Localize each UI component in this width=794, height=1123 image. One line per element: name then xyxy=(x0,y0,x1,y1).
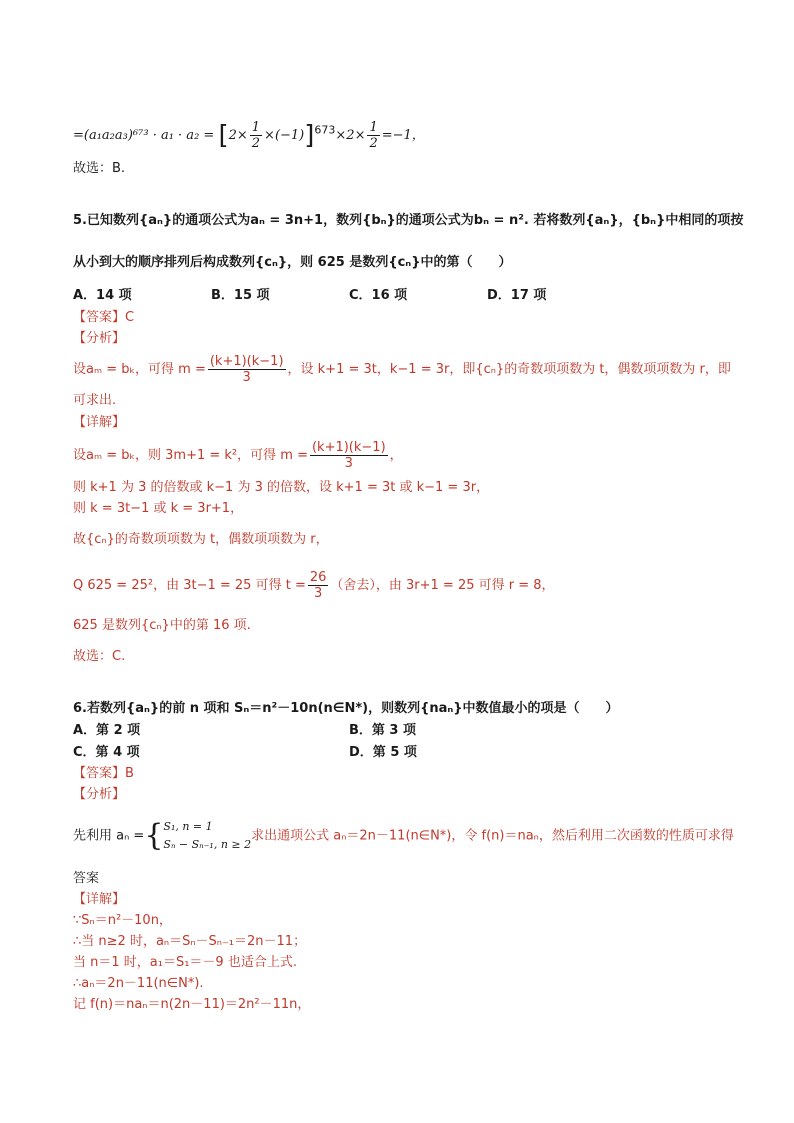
q6-case-1: S₁, n = 1 xyxy=(163,820,213,833)
prev-eq-bracket-open: [ xyxy=(218,120,229,151)
prev-eq-lhs: =(a₁a₂a₃)⁶⁷³ · a₁ · a₂ = xyxy=(73,128,219,143)
q6-option-d: D．第 5 项 xyxy=(349,745,417,760)
q5-d1-a: 设aₘ = bₖ，则 3m+1 = k²，可得 m = xyxy=(73,448,308,463)
q5-d5-frac-den: 3 xyxy=(313,586,323,601)
q5-analysis-a: 设aₘ = bₖ，可得 m = xyxy=(73,362,206,377)
q5-answer-label: 【答案】 xyxy=(73,310,126,325)
q6-analysis-b: 求出通项公式 aₙ＝2n－11(n∈N*)，令 f(n)＝naₙ，然后利用二次函数的性质可求得 xyxy=(251,828,734,844)
q5-detail-line3: 则 k = 3t−1 或 k = 3r+1， xyxy=(73,501,244,516)
q5-d1-fraction xyxy=(310,440,388,471)
q5-d5-fraction xyxy=(308,570,329,601)
q5-detail-line6: 625 是数列{cₙ}中的第 16 项. xyxy=(73,618,251,633)
prev-equation-line xyxy=(73,120,425,151)
q6-options-row2 xyxy=(73,744,417,762)
q5-analysis-frac-den: 3 xyxy=(242,370,251,385)
q6-options-row1 xyxy=(73,722,416,740)
prev-eq-mid2: ×(−1) xyxy=(264,128,305,143)
q5-stem-line1: 5.已知数列{aₙ}的通项公式为aₙ = 3n+1，数列{bₙ}的通项公式为bₙ = n². 若将数列{aₙ}，{bₙ}中相同的项按 xyxy=(73,213,744,228)
q5-detail-line1 xyxy=(73,440,403,471)
prev-eq-fraction xyxy=(250,120,262,151)
q6-case-2: Sₙ − Sₙ₋₁, n ≥ 2 xyxy=(163,838,252,851)
q5-answer xyxy=(73,309,134,327)
q5-d1-frac-num: (k+1)(k−1) xyxy=(311,440,386,455)
q5-d1-frac-den: 3 xyxy=(344,456,353,471)
q6-analysis-a: 先利用 aₙ = xyxy=(73,828,145,844)
q5-analysis-frac-num: (k+1)(k−1) xyxy=(209,354,284,369)
prev-eq-tail2: =−1， xyxy=(381,128,425,143)
q5-option-c: C．16 项 xyxy=(349,288,408,303)
q5-d1-b: ， xyxy=(389,448,403,463)
q5-d5-b: （舍去），由 3r+1 = 25 可得 r = 8， xyxy=(330,578,555,593)
prev-choice: 故选：B. xyxy=(73,161,126,176)
q5-choice: 故选：C. xyxy=(73,649,126,664)
q6-answer xyxy=(73,765,134,783)
q6-option-c: C．第 4 项 xyxy=(73,745,140,760)
q6-analysis-label: 【分析】 xyxy=(73,787,126,802)
prev-eq-fraction-2 xyxy=(367,120,379,151)
q6-detail-line5: 记 f(n)＝naₙ＝n(2n－11)＝2n²－11n， xyxy=(73,997,311,1012)
prev-eq-frac2-num: 1 xyxy=(369,120,378,135)
q5-analysis-b: ，设 k+1 = 3t，k−1 = 3r，即{cₙ}的奇数项项数为 t，偶数项项数为 r，即 xyxy=(287,362,731,377)
prev-eq-exponent: 673 xyxy=(314,123,336,137)
q6-detail-label: 【详解】 xyxy=(73,892,126,907)
q5-analysis-line1 xyxy=(73,354,731,385)
q5-analysis-line2: 可求出. xyxy=(73,393,117,408)
q6-cases xyxy=(163,818,251,854)
q6-detail-line4: ∴aₙ＝2n－11(n∈N*). xyxy=(73,976,204,991)
q6-detail-line2: ∴当 n≥2 时，aₙ＝Sₙ－Sₙ₋₁＝2n－11； xyxy=(73,934,307,949)
q5-options xyxy=(73,287,546,305)
q6-analysis-line1 xyxy=(73,818,734,854)
prev-eq-tail1: ×2× xyxy=(335,128,366,143)
q5-answer-value: C xyxy=(125,310,135,325)
q6-answer-label: 【答案】 xyxy=(73,766,126,781)
prev-eq-bracket-close: ] xyxy=(304,120,315,151)
q5-stem-line2: 从小到大的顺序排列后构成数列{cₙ}，则 625 是数列{cₙ}中的第（ ） xyxy=(73,255,512,270)
q5-detail-line5 xyxy=(73,570,555,601)
q5-detail-line4: 故{cₙ}的奇数项项数为 t，偶数项项数为 r， xyxy=(73,532,329,547)
q5-detail-label: 【详解】 xyxy=(73,415,126,430)
q5-d5-a: Q 625 = 25²，由 3t−1 = 25 可得 t = xyxy=(73,578,306,593)
prev-eq-frac2-den: 2 xyxy=(369,136,378,151)
q6-cases-brace: { xyxy=(144,818,164,853)
q5-option-d: D．17 项 xyxy=(487,288,547,303)
q6-option-a: A．第 2 项 xyxy=(73,723,141,738)
q5-analysis-fraction xyxy=(208,354,286,385)
q6-stem: 6.若数列{aₙ}的前 n 项和 Sₙ＝n²－10n(n∈N*)，则数列{naₙ}中数值最小的项是（ ） xyxy=(73,701,619,716)
q6-analysis-line2: 答案 xyxy=(73,871,100,886)
q5-d5-frac-num: 26 xyxy=(309,570,327,585)
prev-eq-mid1: 2× xyxy=(228,128,248,143)
prev-eq-frac-num: 1 xyxy=(251,120,261,135)
q6-option-b: B．第 3 项 xyxy=(349,723,417,738)
q6-answer-value: B xyxy=(125,766,134,781)
q6-detail-line3: 当 n＝1 时，a₁＝S₁＝－9 也适合上式. xyxy=(73,955,297,970)
q6-detail-line1: ∵Sₙ＝n²－10n， xyxy=(73,913,172,928)
q5-option-a: A．14 项 xyxy=(73,288,132,303)
q5-detail-line2: 则 k+1 为 3 的倍数或 k−1 为 3 的倍数，设 k+1 = 3t 或 k−1 = 3r， xyxy=(73,480,490,495)
q5-analysis-label: 【分析】 xyxy=(73,331,126,346)
prev-eq-frac-den: 2 xyxy=(251,136,261,151)
q5-option-b: B．15 项 xyxy=(211,288,270,303)
